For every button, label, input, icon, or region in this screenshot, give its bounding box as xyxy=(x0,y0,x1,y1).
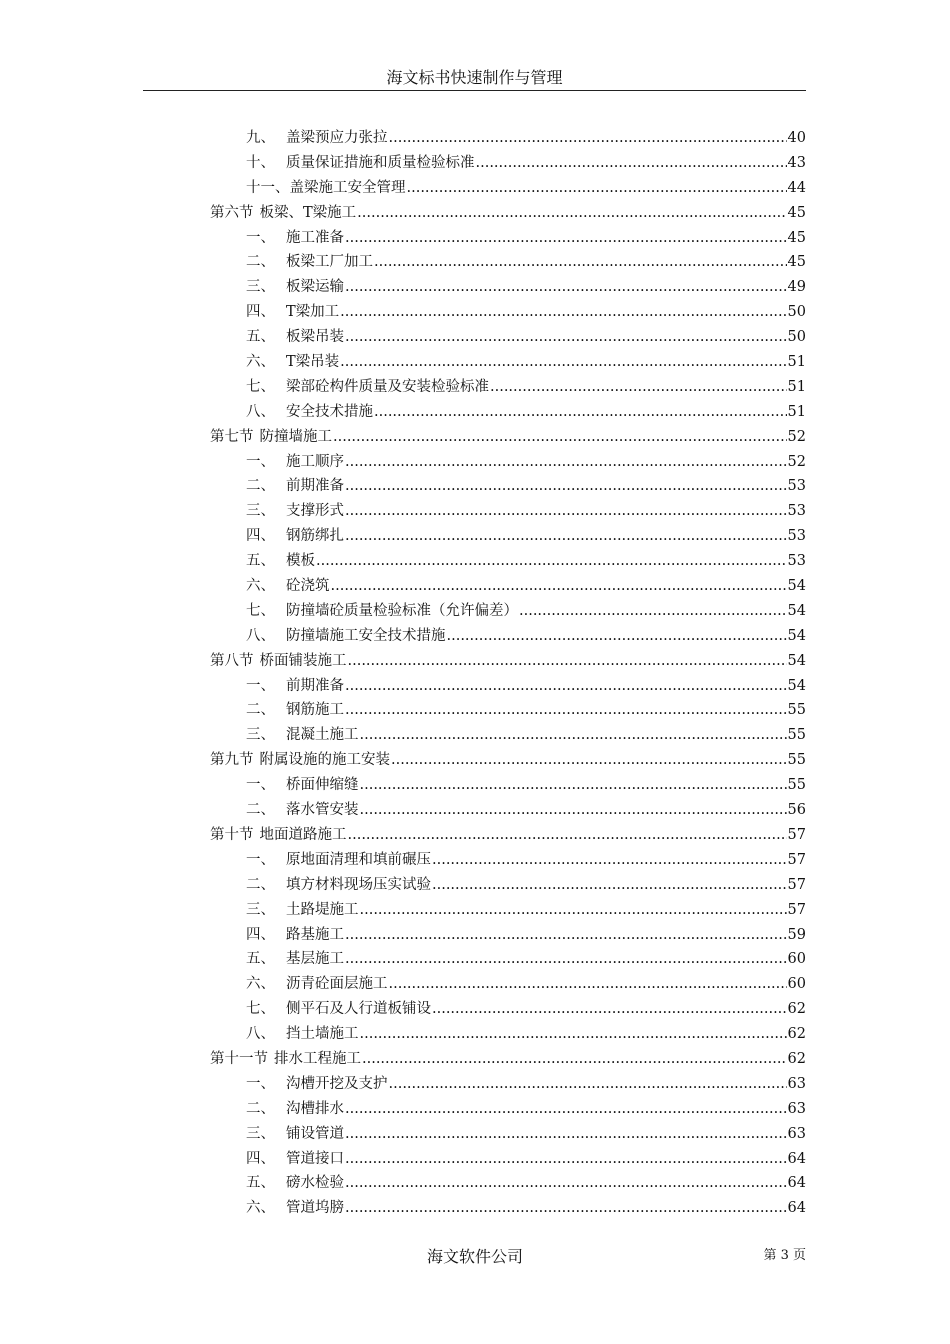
toc-subsection-entry[interactable] xyxy=(210,723,806,748)
toc-entry-page: 55 xyxy=(787,752,806,769)
toc-entry-title: 铺设管道 xyxy=(286,1125,344,1142)
toc-entry-title: 混凝土施工 xyxy=(286,727,359,744)
toc-entry-number: 三、 xyxy=(246,1125,275,1142)
toc-dot-leader xyxy=(340,300,786,325)
toc-entry-number: 一、 xyxy=(246,453,275,470)
toc-dot-leader xyxy=(345,947,787,972)
toc-entry-number: 第十一节 xyxy=(210,1050,268,1067)
toc-dot-leader xyxy=(331,574,787,599)
toc-dot-leader xyxy=(345,450,787,475)
toc-entry-title: 沥青砼面层施工 xyxy=(286,976,388,993)
toc-entry-number: 二、 xyxy=(246,802,275,819)
toc-entry-title: 板梁吊装 xyxy=(286,329,344,346)
toc-entry-page: 45 xyxy=(787,254,806,271)
toc-dot-leader xyxy=(345,674,787,699)
toc-entry-number: 四、 xyxy=(246,304,275,321)
toc-section-entry[interactable] xyxy=(210,1047,806,1072)
toc-entry-title: 挡土墙施工 xyxy=(286,1026,359,1043)
toc-dot-leader xyxy=(476,151,787,176)
toc-entry-page: 54 xyxy=(787,578,806,595)
toc-dot-leader xyxy=(389,126,787,151)
toc-subsection-entry[interactable] xyxy=(210,1147,806,1172)
toc-subsection-entry[interactable] xyxy=(210,599,806,624)
toc-entry-title: 排水工程施工 xyxy=(274,1050,361,1067)
toc-dot-leader xyxy=(348,649,787,674)
toc-section-entry[interactable] xyxy=(210,425,806,450)
toc-subsection-entry[interactable] xyxy=(210,574,806,599)
toc-entry-page: 49 xyxy=(787,279,806,296)
toc-subsection-entry[interactable] xyxy=(210,1072,806,1097)
toc-entry-number: 十、 xyxy=(246,154,275,171)
toc-entry-number: 一、 xyxy=(246,851,275,868)
toc-entry-page: 62 xyxy=(787,1001,806,1018)
toc-entry-page: 53 xyxy=(787,478,806,495)
toc-entry-number: 第九节 xyxy=(210,752,254,769)
toc-subsection-entry[interactable] xyxy=(210,474,806,499)
toc-dot-leader xyxy=(316,549,787,574)
toc-entry-page: 53 xyxy=(787,528,806,545)
toc-dot-leader xyxy=(360,798,787,823)
toc-entry-title: 桥面铺装施工 xyxy=(259,652,347,669)
toc-entry-number: 三、 xyxy=(246,901,275,918)
toc-section-entry[interactable] xyxy=(210,201,806,226)
toc-entry-title: 砼浇筑 xyxy=(286,578,330,595)
toc-subsection-entry[interactable] xyxy=(210,375,806,400)
toc-dot-leader xyxy=(345,1097,787,1122)
toc-subsection-entry[interactable] xyxy=(210,798,806,823)
toc-entry-number: 三、 xyxy=(246,279,275,296)
toc-subsection-entry[interactable] xyxy=(210,674,806,699)
toc-entry-number: 四、 xyxy=(246,1150,275,1167)
toc-entry-page: 54 xyxy=(787,652,806,669)
toc-entry-number: 第十节 xyxy=(210,826,254,843)
toc-entry-title: 土路堤施工 xyxy=(286,901,359,918)
toc-entry-number: 六、 xyxy=(246,976,275,993)
toc-entry-title: 管道接口 xyxy=(286,1150,344,1167)
toc-entry-number: 第六节 xyxy=(210,204,254,221)
toc-entry-number: 三、 xyxy=(246,727,275,744)
toc-dot-leader xyxy=(519,599,787,624)
toc-dot-leader xyxy=(389,972,787,997)
toc-entry-page: 64 xyxy=(787,1175,806,1192)
toc-entry-title: 前期准备 xyxy=(286,677,344,694)
toc-entry-page: 63 xyxy=(787,1100,806,1117)
toc-entry-number: 七、 xyxy=(246,1001,275,1018)
toc-entry-page: 51 xyxy=(787,403,806,420)
toc-entry-title: 防撞墙砼质量检验标准（允许偏差） xyxy=(286,602,518,619)
toc-entry-title: T梁吊装 xyxy=(286,354,340,371)
toc-entry-number: 六、 xyxy=(246,354,275,371)
toc-entry-number: 一、 xyxy=(246,677,275,694)
toc-entry-title: 填方材料现场压实试验 xyxy=(286,876,431,893)
toc-entry-page: 50 xyxy=(787,329,806,346)
toc-dot-leader xyxy=(357,201,786,226)
toc-subsection-entry[interactable] xyxy=(210,624,806,649)
toc-entry-title: 沟槽开挖及支护 xyxy=(286,1075,388,1092)
toc-entry-number: 五、 xyxy=(246,1175,275,1192)
toc-entry-title: 防撞墙施工 xyxy=(259,428,332,445)
toc-dot-leader xyxy=(360,773,787,798)
toc-subsection-entry[interactable] xyxy=(210,126,806,151)
toc-entry-page: 63 xyxy=(787,1075,806,1092)
toc-entry-title: 梁部砼构件质量及安装检验标准 xyxy=(286,378,489,395)
toc-entry-title: 施工准备 xyxy=(286,229,344,246)
toc-entry-number: 六、 xyxy=(246,1200,275,1217)
toc-entry-title: 原地面清理和填前碾压 xyxy=(286,851,431,868)
toc-entry-title: 落水管安装 xyxy=(286,802,359,819)
table-of-contents xyxy=(210,126,806,1221)
toc-entry-title: 模板 xyxy=(286,553,315,570)
toc-entry-title: T梁加工 xyxy=(286,304,340,321)
toc-dot-leader xyxy=(345,1147,787,1172)
toc-dot-leader xyxy=(490,375,787,400)
toc-entry-page: 64 xyxy=(787,1200,806,1217)
toc-subsection-entry[interactable] xyxy=(210,848,806,873)
toc-dot-leader xyxy=(345,1196,787,1221)
toc-subsection-entry[interactable] xyxy=(210,549,806,574)
toc-entry-page: 54 xyxy=(787,677,806,694)
toc-subsection-entry[interactable] xyxy=(210,1122,806,1147)
toc-dot-leader xyxy=(432,848,787,873)
toc-dot-leader xyxy=(345,1122,787,1147)
toc-section-entry[interactable] xyxy=(210,823,806,848)
toc-entry-page: 53 xyxy=(787,553,806,570)
toc-subsection-entry[interactable] xyxy=(210,972,806,997)
toc-entry-number: 五、 xyxy=(246,951,275,968)
toc-dot-leader xyxy=(374,250,787,275)
toc-subsection-entry[interactable] xyxy=(210,1196,806,1221)
toc-dot-leader xyxy=(391,748,787,773)
toc-dot-leader xyxy=(345,698,787,723)
toc-entry-title: 防撞墙施工安全技术措施 xyxy=(286,627,446,644)
footer-page-number: 第 3 页 xyxy=(763,1248,806,1263)
toc-entry-page: 55 xyxy=(787,727,806,744)
toc-dot-leader xyxy=(407,176,787,201)
toc-entry-number: 五、 xyxy=(246,553,275,570)
toc-dot-leader xyxy=(333,425,787,450)
toc-dot-leader xyxy=(360,1022,787,1047)
toc-entry-number: 八、 xyxy=(246,1026,275,1043)
toc-entry-title: 板梁运输 xyxy=(286,279,344,296)
toc-subsection-entry[interactable] xyxy=(210,325,806,350)
toc-dot-leader xyxy=(345,923,787,948)
toc-dot-leader xyxy=(345,1171,787,1196)
toc-entry-number: 七、 xyxy=(246,602,275,619)
toc-entry-page: 63 xyxy=(787,1125,806,1142)
toc-entry-number: 五、 xyxy=(246,329,275,346)
toc-entry-page: 62 xyxy=(787,1050,806,1067)
toc-entry-title: 地面道路施工 xyxy=(259,826,347,843)
toc-dot-leader xyxy=(345,499,787,524)
toc-entry-title: 盖梁预应力张拉 xyxy=(286,130,388,146)
toc-entry-number: 第七节 xyxy=(210,428,254,445)
toc-subsection-entry[interactable] xyxy=(210,873,806,898)
toc-entry-title: 桥面伸缩缝 xyxy=(286,777,359,794)
toc-dot-leader xyxy=(360,723,787,748)
toc-dot-leader xyxy=(374,400,787,425)
toc-dot-leader xyxy=(345,226,787,251)
toc-entry-title: 附属设施的施工安装 xyxy=(259,752,390,769)
toc-entry-page: 40 xyxy=(787,130,806,146)
toc-entry-page: 54 xyxy=(787,602,806,619)
toc-entry-page: 60 xyxy=(787,951,806,968)
toc-entry-title: 沟槽排水 xyxy=(286,1100,344,1117)
toc-entry-page: 50 xyxy=(787,304,806,321)
toc-entry-page: 51 xyxy=(787,378,806,395)
toc-entry-number: 四、 xyxy=(246,528,275,545)
toc-entry-page: 64 xyxy=(787,1150,806,1167)
toc-subsection-entry[interactable] xyxy=(210,1171,806,1196)
toc-entry-number: 一、 xyxy=(246,777,275,794)
toc-entry-page: 57 xyxy=(787,876,806,893)
toc-entry-number: 二、 xyxy=(246,1100,275,1117)
toc-dot-leader xyxy=(345,524,787,549)
toc-entry-page: 57 xyxy=(787,901,806,918)
footer-company: 海文软件公司 xyxy=(426,1247,523,1266)
toc-subsection-entry[interactable] xyxy=(210,499,806,524)
toc-entry-title: 钢筋施工 xyxy=(286,702,344,719)
toc-subsection-entry[interactable] xyxy=(210,698,806,723)
toc-entry-page: 51 xyxy=(787,354,806,371)
toc-entry-page: 59 xyxy=(787,926,806,943)
toc-subsection-entry[interactable] xyxy=(210,1097,806,1122)
toc-entry-page: 54 xyxy=(787,627,806,644)
toc-subsection-entry[interactable] xyxy=(210,250,806,275)
toc-subsection-entry[interactable] xyxy=(210,176,806,201)
toc-subsection-entry[interactable] xyxy=(210,773,806,798)
toc-dot-leader xyxy=(389,1072,787,1097)
toc-entry-page: 53 xyxy=(787,503,806,520)
toc-subsection-entry[interactable] xyxy=(210,898,806,923)
toc-dot-leader xyxy=(348,823,787,848)
toc-dot-leader xyxy=(345,325,787,350)
toc-subsection-entry[interactable] xyxy=(210,350,806,375)
toc-entry-title: 盖梁施工安全管理 xyxy=(289,179,406,196)
toc-entry-page: 55 xyxy=(787,702,806,719)
toc-entry-title: 支撑形式 xyxy=(286,503,344,520)
toc-entry-title: 磅水检验 xyxy=(286,1175,344,1192)
toc-subsection-entry[interactable] xyxy=(210,997,806,1022)
page-header xyxy=(143,66,806,91)
toc-subsection-entry[interactable] xyxy=(210,450,806,475)
toc-entry-number: 十一、 xyxy=(246,179,290,196)
toc-dot-leader xyxy=(345,474,787,499)
toc-entry-number: 二、 xyxy=(246,702,275,719)
toc-dot-leader xyxy=(447,624,787,649)
toc-entry-title: 路基施工 xyxy=(286,926,344,943)
toc-subsection-entry[interactable] xyxy=(210,923,806,948)
toc-entry-number: 八、 xyxy=(246,627,275,644)
toc-dot-leader xyxy=(340,350,786,375)
toc-entry-number: 第八节 xyxy=(210,652,254,669)
toc-entry-title: 施工顺序 xyxy=(286,453,344,470)
toc-entry-page: 52 xyxy=(787,453,806,470)
toc-subsection-entry[interactable] xyxy=(210,151,806,176)
toc-entry-number: 二、 xyxy=(246,478,275,495)
header-title: 海文标书快速制作与管理 xyxy=(386,68,563,87)
toc-subsection-entry[interactable] xyxy=(210,300,806,325)
toc-entry-title: 前期准备 xyxy=(286,478,344,495)
toc-dot-leader xyxy=(432,997,787,1022)
toc-dot-leader xyxy=(360,898,787,923)
toc-entry-number: 七、 xyxy=(246,378,275,395)
toc-entry-number: 二、 xyxy=(246,876,275,893)
toc-entry-page: 56 xyxy=(787,802,806,819)
toc-entry-page: 44 xyxy=(787,179,806,196)
toc-entry-page: 55 xyxy=(787,777,806,794)
toc-subsection-entry[interactable] xyxy=(210,275,806,300)
toc-entry-number: 六、 xyxy=(246,578,275,595)
toc-entry-number: 二、 xyxy=(246,254,275,271)
toc-entry-number: 三、 xyxy=(246,503,275,520)
toc-subsection-entry[interactable] xyxy=(210,947,806,972)
toc-subsection-entry[interactable] xyxy=(210,226,806,251)
toc-entry-page: 62 xyxy=(787,1026,806,1043)
toc-entry-number: 九、 xyxy=(246,130,275,146)
toc-subsection-entry[interactable] xyxy=(210,524,806,549)
toc-dot-leader xyxy=(432,873,787,898)
toc-section-entry[interactable] xyxy=(210,748,806,773)
toc-dot-leader xyxy=(345,275,787,300)
toc-entry-number: 一、 xyxy=(246,1075,275,1092)
toc-section-entry[interactable] xyxy=(210,649,806,674)
toc-entry-page: 60 xyxy=(787,976,806,993)
toc-entry-title: 管道坞膀 xyxy=(286,1200,344,1217)
toc-entry-number: 八、 xyxy=(246,403,275,420)
toc-entry-page: 57 xyxy=(787,826,806,843)
toc-subsection-entry[interactable] xyxy=(210,400,806,425)
toc-entry-title: 基层施工 xyxy=(286,951,344,968)
toc-entry-number: 一、 xyxy=(246,229,275,246)
toc-entry-page: 52 xyxy=(787,428,806,445)
toc-entry-number: 四、 xyxy=(246,926,275,943)
toc-entry-title: 安全技术措施 xyxy=(286,403,373,420)
toc-entry-page: 57 xyxy=(787,851,806,868)
toc-entry-title: 钢筋绑扎 xyxy=(286,528,344,545)
toc-entry-title: 板梁工厂加工 xyxy=(286,254,373,271)
toc-entry-title: 质量保证措施和质量检验标准 xyxy=(286,154,475,171)
toc-entry-page: 43 xyxy=(787,154,806,171)
toc-entry-page: 45 xyxy=(787,229,806,246)
toc-dot-leader xyxy=(362,1047,787,1072)
toc-subsection-entry[interactable] xyxy=(210,1022,806,1047)
toc-entry-title: 板梁、T梁施工 xyxy=(259,204,357,221)
toc-entry-page: 45 xyxy=(787,204,806,221)
toc-entry-title: 侧平石及人行道板铺设 xyxy=(286,1001,431,1018)
